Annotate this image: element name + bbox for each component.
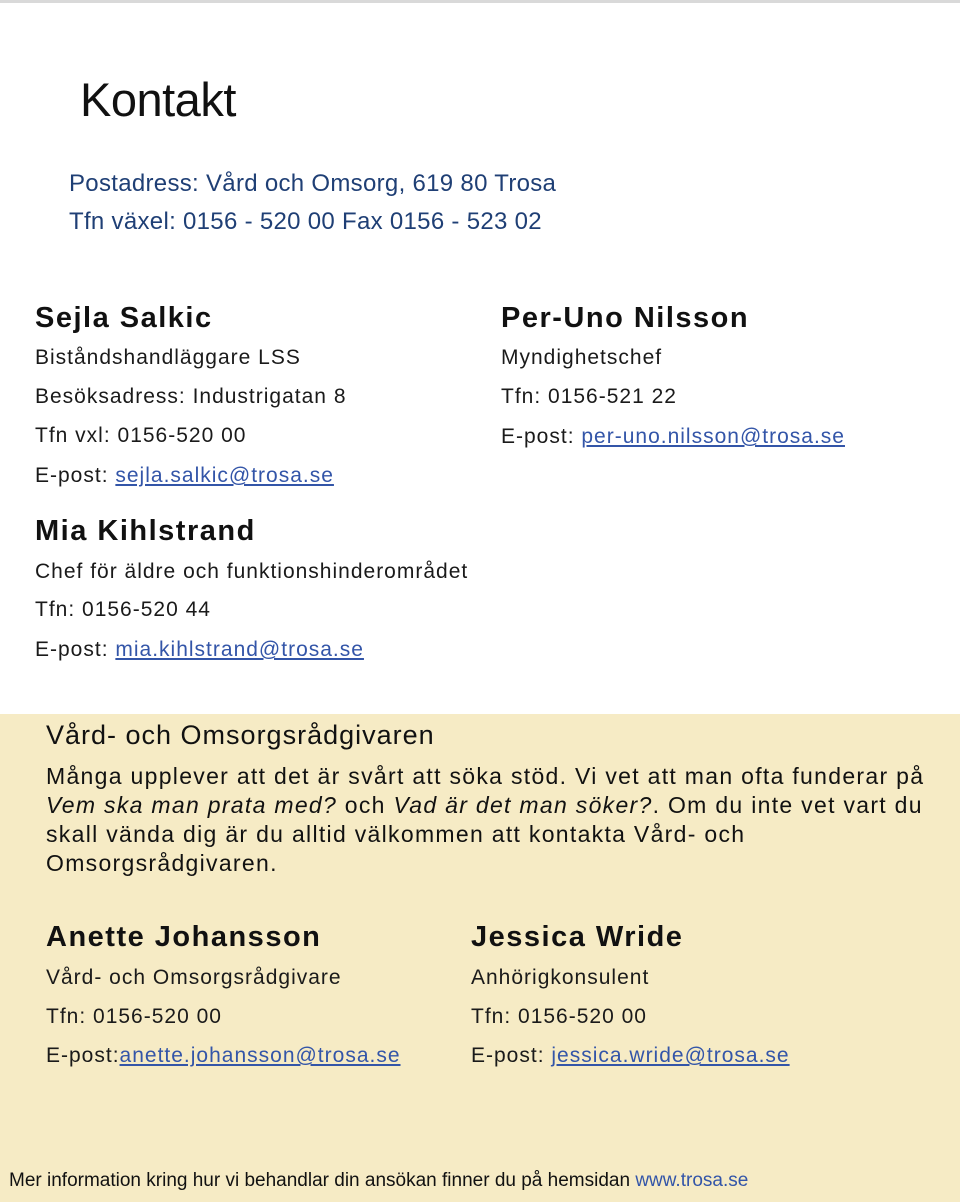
contact-role: Vård- och Omsorgsrådgivare bbox=[46, 966, 342, 989]
contact-phone: Tfn: 0156-520 44 bbox=[35, 598, 211, 621]
contact-phone: Tfn: 0156-520 00 bbox=[46, 1005, 222, 1028]
contact-phone: Tfn vxl: 0156-520 00 bbox=[35, 424, 247, 447]
email-label: E-post: bbox=[35, 464, 109, 487]
advisory-description bbox=[46, 762, 926, 878]
contact-role: Anhörigkonsulent bbox=[471, 966, 650, 989]
contact-role: Myndighetschef bbox=[501, 346, 663, 369]
contact-role: Chef för äldre och funktionshinderområdet bbox=[35, 560, 469, 583]
email-label: E-post: bbox=[471, 1044, 545, 1067]
website-link[interactable]: www.trosa.se bbox=[635, 1170, 749, 1191]
email-link[interactable]: mia.kihlstrand@trosa.se bbox=[115, 638, 364, 661]
advisory-text-part: och bbox=[337, 792, 394, 818]
contact-name: Anette Johansson bbox=[46, 921, 322, 953]
contact-email-row bbox=[46, 1044, 401, 1068]
email-link[interactable]: sejla.salkic@trosa.se bbox=[115, 464, 334, 487]
email-link[interactable]: jessica.wride@trosa.se bbox=[551, 1044, 790, 1067]
footer-text: Mer information kring hur vi behandlar din ansökan finner du på hemsidan bbox=[9, 1170, 636, 1191]
footer-note bbox=[9, 1170, 748, 1192]
contact-email-row bbox=[35, 638, 364, 662]
contact-email-row bbox=[501, 425, 845, 449]
email-label: E-post: bbox=[35, 638, 109, 661]
email-link[interactable]: per-uno.nilsson@trosa.se bbox=[581, 425, 845, 448]
top-border bbox=[0, 0, 960, 3]
contact-email-row bbox=[35, 464, 334, 488]
contact-name: Mia Kihlstrand bbox=[35, 515, 256, 547]
email-label: E-post: bbox=[501, 425, 575, 448]
email-link[interactable]: anette.johansson@trosa.se bbox=[119, 1044, 401, 1067]
advisory-question: Vem ska man prata med? bbox=[46, 792, 338, 818]
contact-name: Per-Uno Nilsson bbox=[501, 302, 750, 334]
page-title: Kontakt bbox=[80, 73, 236, 126]
contact-phone: Tfn: 0156-521 22 bbox=[501, 385, 677, 408]
contact-email-row bbox=[471, 1044, 790, 1068]
advisory-question: Vad är det man söker? bbox=[393, 792, 653, 818]
advisory-heading: Vård- och Omsorgsrådgivaren bbox=[46, 720, 435, 750]
contact-role: Biståndshandläggare LSS bbox=[35, 346, 301, 369]
contact-phone: Tfn: 0156-520 00 bbox=[471, 1005, 647, 1028]
postal-address: Postadress: Vård och Omsorg, 619 80 Trosa bbox=[69, 170, 557, 197]
advisory-text-part: . Om du inte vet vart du skall vända dig är du alltid välkommen att kontakta Vård- och Omsorgsrådgivaren. bbox=[46, 792, 923, 876]
contact-address: Besöksadress: Industrigatan 8 bbox=[35, 385, 347, 408]
switchboard-phone: Tfn växel: 0156 - 520 00 Fax 0156 - 523 02 bbox=[69, 208, 542, 235]
contact-name: Sejla Salkic bbox=[35, 302, 213, 334]
email-label: E-post: bbox=[46, 1044, 120, 1067]
advisory-text-part: Många upplever att det är svårt att söka stöd. Vi vet att man ofta funderar på bbox=[46, 763, 925, 789]
contact-name: Jessica Wride bbox=[471, 921, 684, 953]
